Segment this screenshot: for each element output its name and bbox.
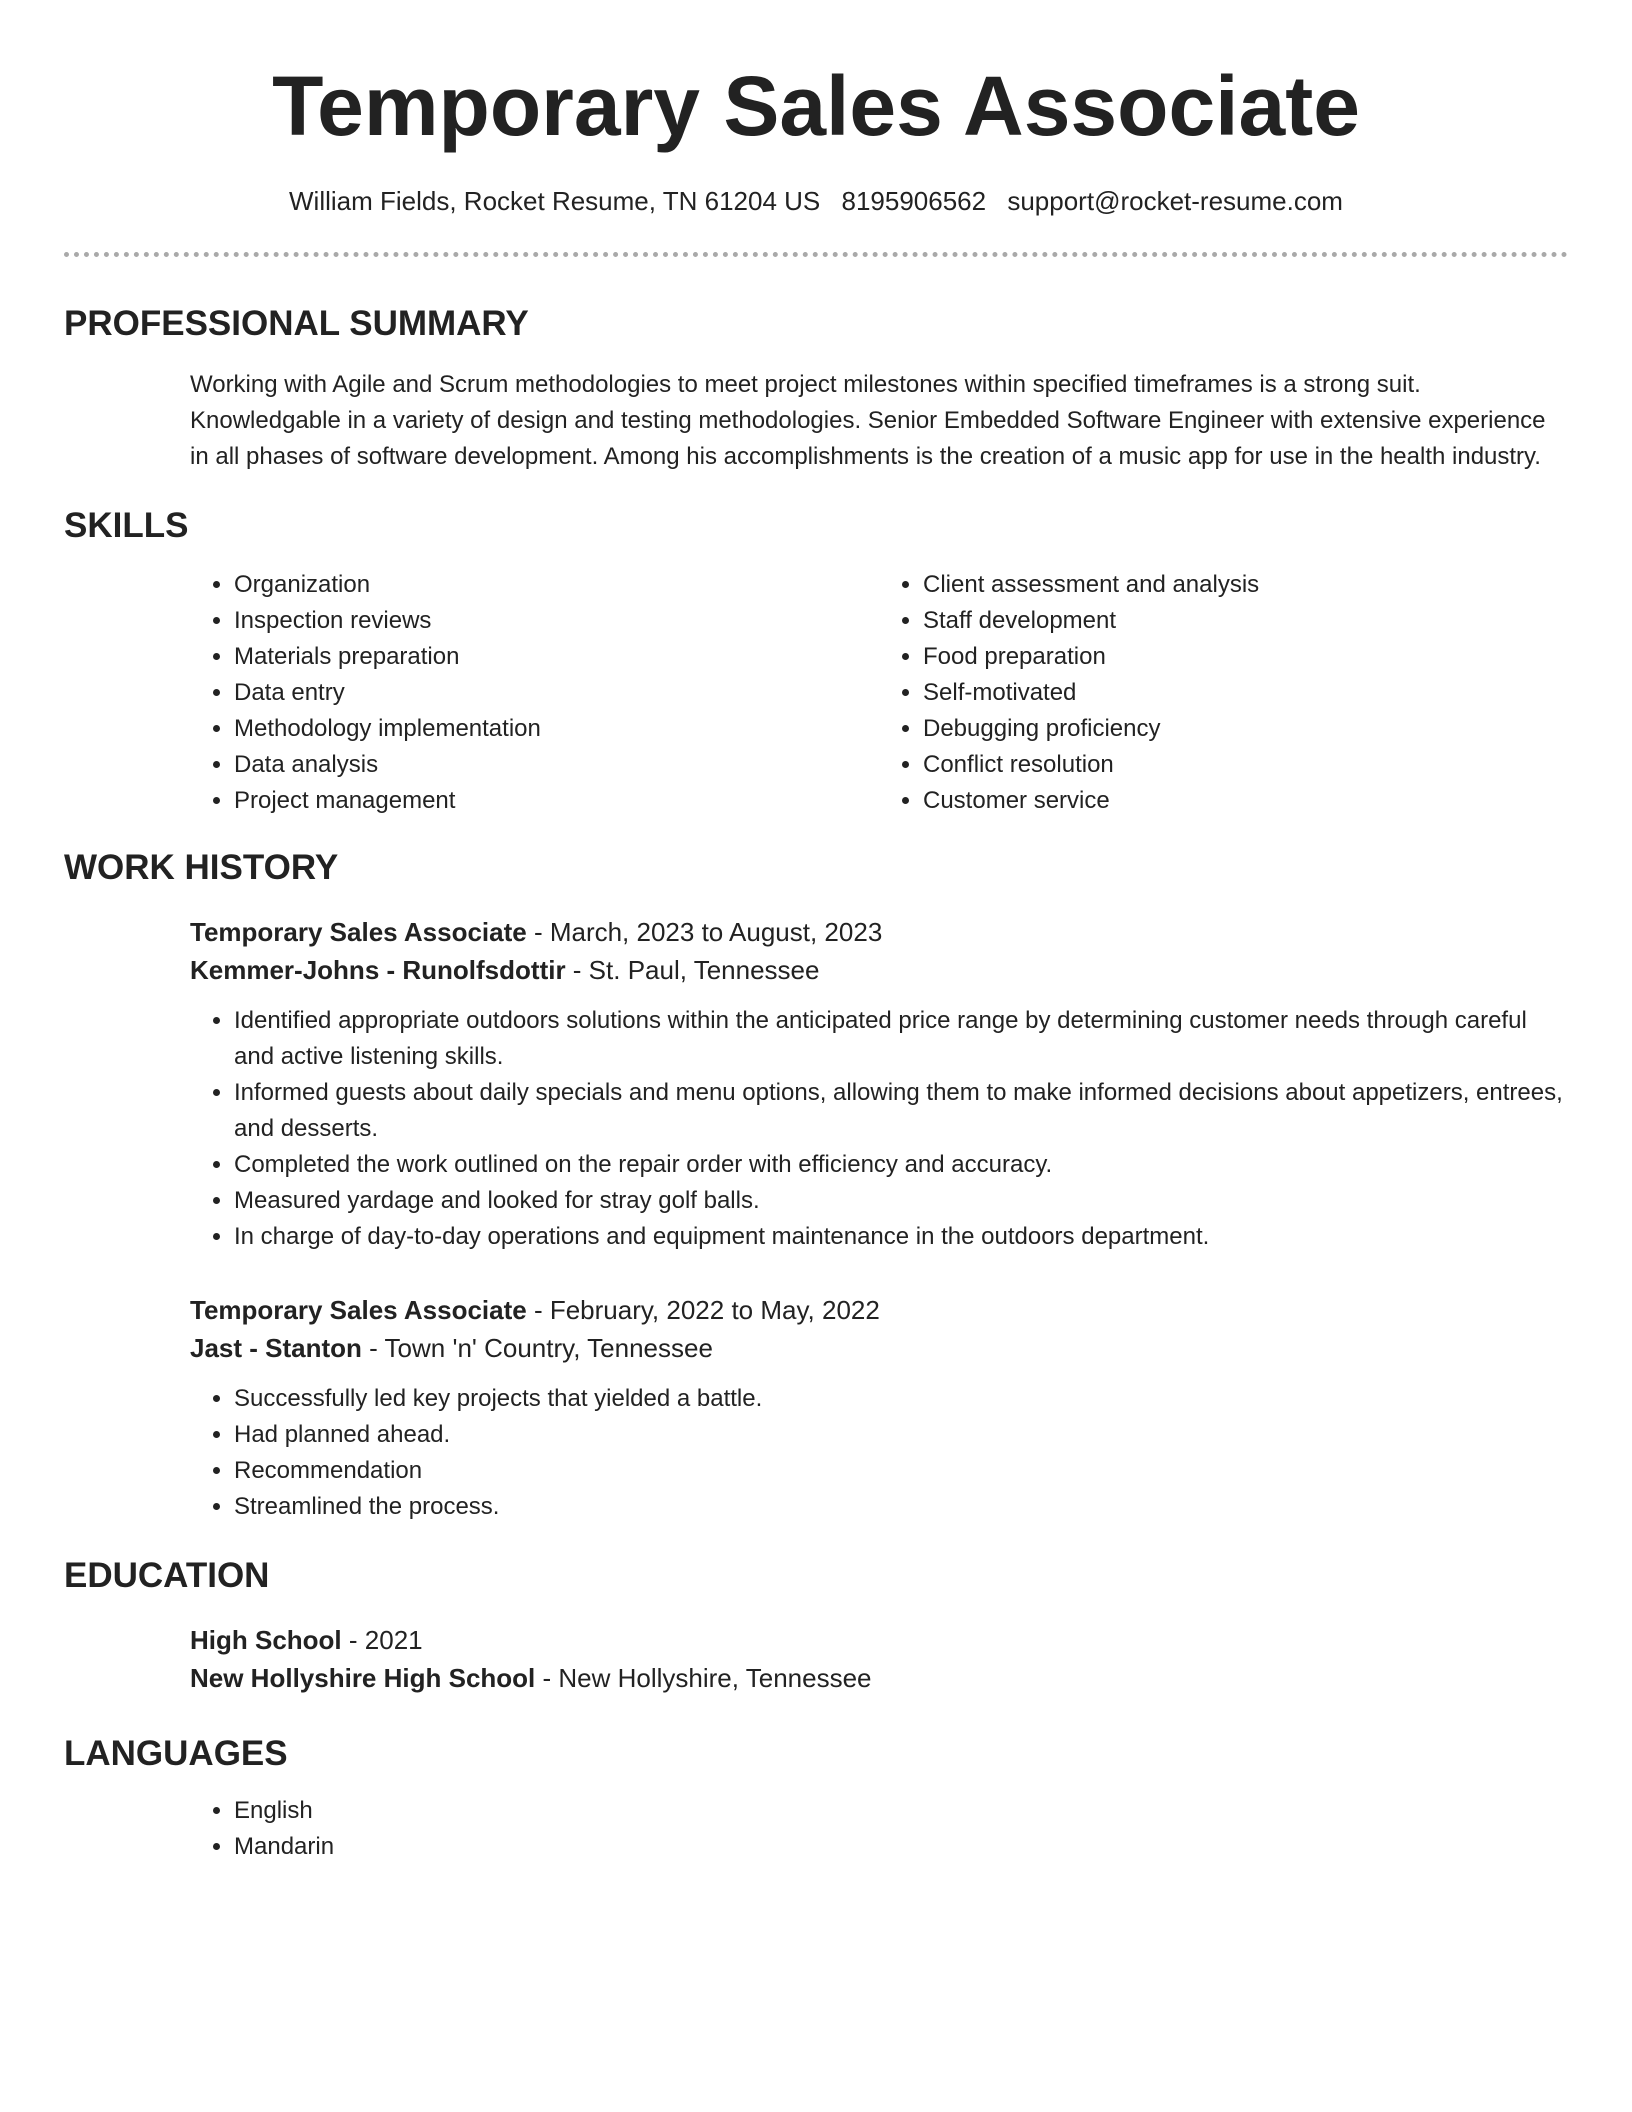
job-bullet: • Identified appropriate outdoors solutions within the anticipated price range by determining customer needs through careful and active listening skills.: [234, 1003, 1568, 1075]
contact-line: [64, 184, 1568, 218]
job-company: Jast - Stanton: [190, 1333, 362, 1363]
job-entry: [190, 1291, 1568, 1525]
languages-list: [190, 1793, 1568, 1865]
header-divider: [64, 252, 1568, 257]
resume-page: [64, 0, 1568, 1865]
skills-column-right: [879, 567, 1568, 819]
education-year: - 2021: [341, 1625, 423, 1655]
skill-item: • Conflict resolution: [923, 747, 1568, 783]
job-dates: - February, 2022 to May, 2022: [526, 1295, 880, 1325]
job-dates: - March, 2023 to August, 2023: [526, 917, 883, 947]
language-item: • Mandarin: [234, 1829, 1568, 1865]
education-school: New Hollyshire High School: [190, 1663, 536, 1693]
summary-text: Working with Agile and Scrum methodologies to meet project milestones within specified timeframes is a strong suit. Knowledgable in a variety of design and testing methodologies. Senior Embedded Software Engineer with extensive experience in all phases of software development. Among his accomplishments is the creation of a music app for use in the health industry.: [190, 371, 1546, 470]
job-bullet: • Successfully led key projects that yielded a battle.: [234, 1381, 1568, 1417]
education-entry: [190, 1621, 1568, 1697]
job-bullet: • In charge of day-to-day operations and equipment maintenance in the outdoors department.: [234, 1219, 1568, 1255]
skill-item: • Food preparation: [923, 639, 1568, 675]
job-title: Temporary Sales Associate: [190, 1295, 527, 1325]
job-title-line: [190, 913, 1568, 951]
education-heading: EDUCATION: [64, 1556, 270, 1595]
education-school-line: [190, 1659, 1568, 1697]
job-bullets: [190, 1381, 1568, 1525]
job-bullet: • Had planned ahead.: [234, 1417, 1568, 1453]
job-title: Temporary Sales Associate: [190, 917, 527, 947]
job-bullet: • Measured yardage and looked for stray golf balls.: [234, 1183, 1568, 1219]
education-degree-line: [190, 1621, 1568, 1659]
skill-item: • Materials preparation: [234, 639, 879, 675]
job-title-line: [190, 1291, 1568, 1329]
skills-list: [190, 567, 1568, 819]
skill-item: • Self-motivated: [923, 675, 1568, 711]
skill-item: • Methodology implementation: [234, 711, 879, 747]
skill-item: • Inspection reviews: [234, 603, 879, 639]
skill-item: • Data analysis: [234, 747, 879, 783]
job-bullets: [190, 1003, 1568, 1255]
contact-phone: 8195906562: [841, 186, 987, 216]
resume-title: Temporary Sales Associate: [272, 59, 1360, 153]
skill-item: • Data entry: [234, 675, 879, 711]
education-location: - New Hollyshire, Tennessee: [535, 1663, 872, 1693]
skill-item: • Project management: [234, 783, 879, 819]
job-entry: [190, 913, 1568, 1255]
skill-item: • Customer service: [923, 783, 1568, 819]
skill-item: • Staff development: [923, 603, 1568, 639]
work-history-heading: WORK HISTORY: [64, 848, 339, 887]
skill-item: • Client assessment and analysis: [923, 567, 1568, 603]
job-location: - Town 'n' Country, Tennessee: [361, 1333, 713, 1363]
skills-heading: SKILLS: [64, 506, 189, 545]
job-bullet: • Recommendation: [234, 1453, 1568, 1489]
job-bullet: • Completed the work outlined on the repair order with efficiency and accuracy.: [234, 1147, 1568, 1183]
job-bullet: • Streamlined the process.: [234, 1489, 1568, 1525]
skill-item: • Organization: [234, 567, 879, 603]
job-bullet: • Informed guests about daily specials and menu options, allowing them to make informed decisions about appetizers, entrees, and desserts.: [234, 1075, 1568, 1147]
skills-column-left: [190, 567, 879, 819]
job-location: - St. Paul, Tennessee: [565, 955, 820, 985]
languages-heading: LANGUAGES: [64, 1734, 288, 1773]
job-company-line: [190, 951, 1568, 989]
job-company: Kemmer-Johns - Runolfsdottir: [190, 955, 566, 985]
contact-email: support@rocket-resume.com: [1007, 186, 1343, 216]
summary-heading: PROFESSIONAL SUMMARY: [64, 304, 529, 343]
skill-item: • Debugging proficiency: [923, 711, 1568, 747]
job-company-line: [190, 1329, 1568, 1367]
contact-address: William Fields, Rocket Resume, TN 61204 US: [289, 186, 821, 216]
education-degree: High School: [190, 1625, 342, 1655]
language-item: • English: [234, 1793, 1568, 1829]
